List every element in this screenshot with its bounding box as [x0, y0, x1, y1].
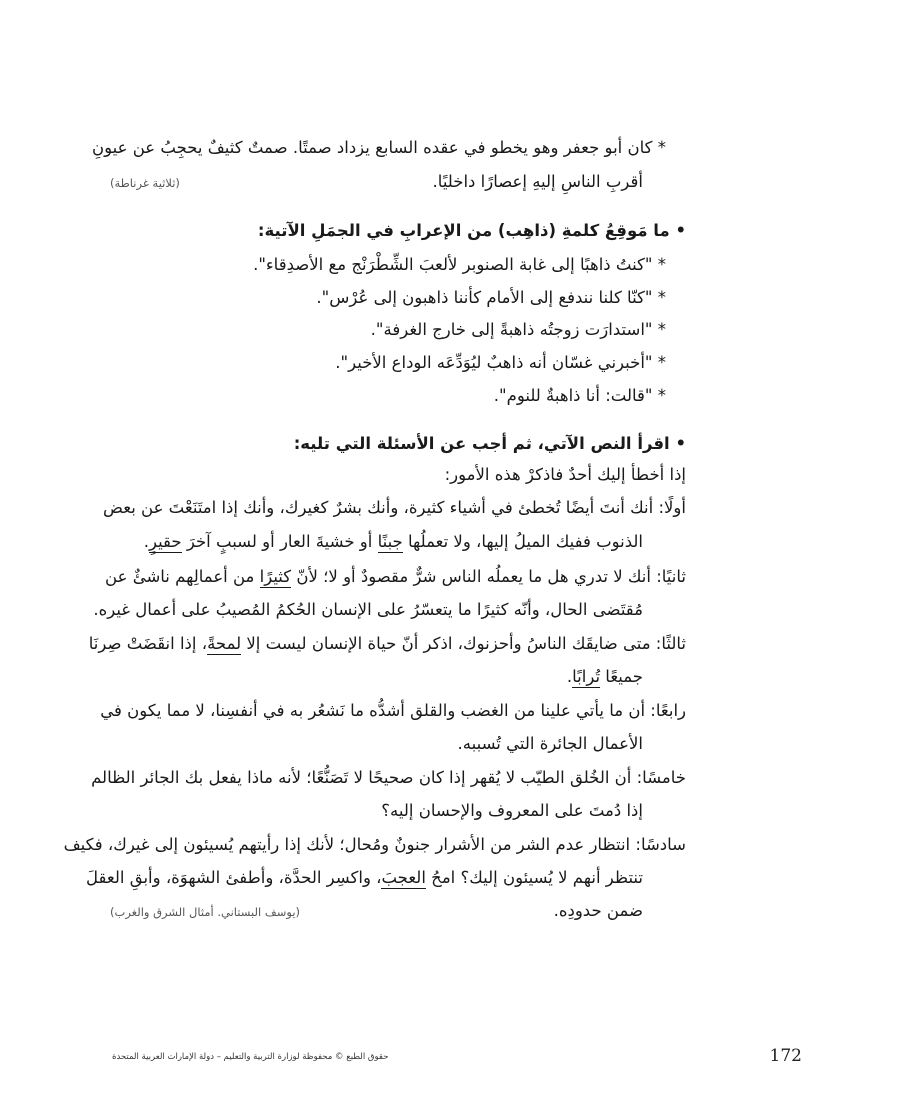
- question2-heading: • اقرأ النص الآتي، ثم أجب عن الأسئلة التي تليه:: [293, 434, 686, 453]
- point2-line-2: مُقتَضى الحال، وأنّه كثيرًا ما يتعسّرُ على الإنسان الحُكمُ المُصيبُ على أعمال غيره.: [93, 600, 643, 619]
- question1-item-2: * "كنّا كلنا نندفع إلى الأمام كأننا ذاهبون إلى عُرْس".: [316, 288, 666, 307]
- question1-item-1: * "كنتُ ذاهبًا إلى غابة الصنوبر لألعبَ الشِّطْرَنْج مع الأصدِقاء".: [253, 255, 666, 274]
- underlined-word-jubnan: جبنًا: [377, 532, 403, 551]
- point1-line-1: أولًا: أنك أنتَ أيضًا تُخطئ في أشياء كثيرة، وأنك بشرٌ كغيرك، وأنك إذا امتَنَعْتَ عن بعض: [103, 498, 686, 517]
- point1-text-b: أو خشيةَ العار أو لسببٍ آخرَ: [181, 532, 378, 551]
- text-source: (يوسف البستاني. أمثال الشرق والغرب): [110, 905, 301, 919]
- point6-text-a: تنتظر أنهم لا يُسيئون إليك؟ امحُ: [425, 868, 643, 887]
- point4-line-1: رابعًا: أن ما يأتي علينا من الغضب والقلق أشدُّه ما نَشعُر به في أنفسِنا، لا مما يكون في: [100, 701, 686, 720]
- underlined-word-ujb: العجبَ: [381, 868, 426, 887]
- intro-line-2: أقربِ الناسِ إليهِ إعصارًا داخليًا.: [432, 172, 643, 191]
- point3-text-c: جميعًا: [600, 667, 643, 686]
- underlined-word-kathiran: كثيرًا: [259, 567, 292, 586]
- point1-line-2: [144, 530, 643, 554]
- intro-line-1: * كان أبو جعفر وهو يخطو في عقده السابع يزداد صمتًا. صمتٌ كثيفٌ يحجِبُ عن عيونِ: [92, 138, 666, 157]
- point2-text-a: ثانيًا: أنك لا تدري هل ما يعملُه الناس شرٌّ مقصودٌ أو لا؛ لأنّ: [291, 567, 686, 586]
- point3-line-1: [89, 632, 686, 656]
- question1-item-3: * "استدارَت زوجتُه ذاهبةً إلى خارج الغرفة".: [370, 320, 666, 339]
- point5-line-2: إذا دُمتَ على المعروف والإحسان إليه؟: [381, 801, 643, 820]
- point1-text-a: الذنوب ففيك الميلُ إليها، ولا تعملُها: [402, 532, 643, 551]
- question1-item-4: * "أخبرني غسّان أنه ذاهبٌ ليُوَدِّعَه الوداع الأخير".: [335, 353, 666, 372]
- question1-item-5: * "قالت: أنا ذاهبةٌ للنوم".: [493, 386, 666, 405]
- point3-line-2: [567, 665, 643, 689]
- underlined-word-lamha: لمحةً: [207, 634, 242, 653]
- underlined-word-haqir: حقيرٍ: [148, 532, 182, 551]
- underlined-word-turaban: تُرابًا: [572, 667, 601, 686]
- point4-line-2: الأعمال الجائرة التي تُسببه.: [457, 734, 643, 753]
- point1-text-c: .: [143, 532, 149, 551]
- point3-text-d: .: [566, 667, 573, 686]
- point2-line-1: [105, 565, 686, 589]
- intro-source: (ثلاثية غرناطة): [110, 176, 180, 190]
- point2-text-b: من أعمالِهم ناشئٌ عن: [105, 567, 260, 586]
- question1-heading: • ما مَوقِعُ كلمةِ (ذاهِب) من الإعرابِ في الجمَلِ الآتية:: [257, 221, 686, 240]
- question2-intro: إذا أخطأ إليك أحدٌ فاذكرْ هذه الأمور:: [444, 465, 686, 484]
- point3-text-a: ثالثًا: متى ضايقَك الناسُ وأحزنوك، اذكر أنّ حياة الإنسان ليست إلا: [241, 634, 686, 653]
- point3-text-b: ، إذا انقَضَتْ صِرنَا: [88, 634, 208, 653]
- point6-text-b: ، واكسِر الحدَّة، وأطفئ الشهوَة، وأبقِ العقلَ: [86, 868, 382, 887]
- point5-line-1: خامسًا: أن الخُلق الطيّب لا يُقهر إذا كان صحيحًا لا تَصَنُّعًا؛ لأنه ماذا يفعل بك الجائر الظالم: [91, 768, 686, 787]
- point6-line-1: سادسًا: انتظار عدم الشر من الأشرار جنونٌ ومُحال؛ لأنك إذا رأيتهم يُسيئون إلى غيرك، فكيف: [63, 835, 686, 854]
- copyright-notice: حقوق الطبع © محفوظة لوزارة التربية والتعليم – دولة الإمارات العربية المتحدة: [112, 1052, 389, 1062]
- point6-line-2: [86, 866, 643, 890]
- point6-line-3: ضمن حدودِه.: [553, 901, 643, 920]
- page-number: 172: [769, 1046, 802, 1066]
